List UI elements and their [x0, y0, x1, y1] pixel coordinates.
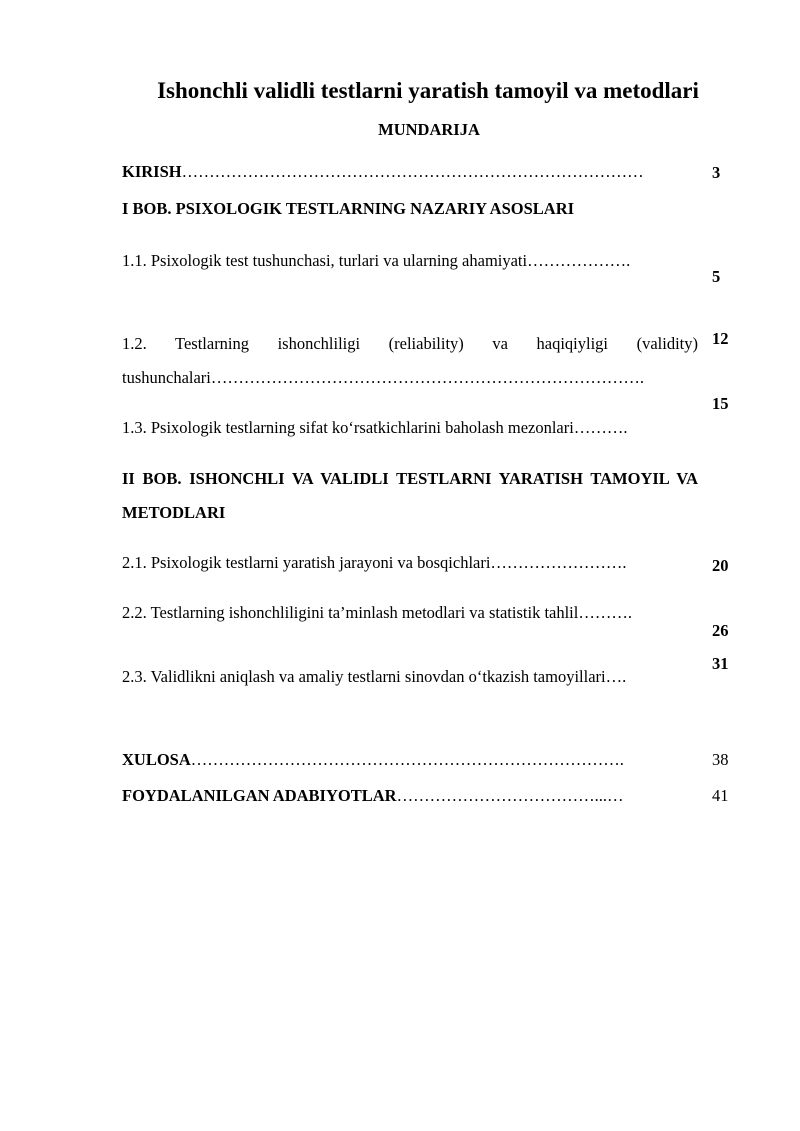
- toc-page-number: 31: [712, 654, 729, 673]
- toc-chapter-1[interactable]: I BOB. PSIXOLOGIK TESTLARNING NAZARIY ASOSLARI: [122, 199, 575, 218]
- toc-leader-dots: …………………………………………………………………….: [190, 750, 624, 769]
- toc-entry-2-1[interactable]: 2.1. Psixologik testlarni yaratish jarayoni va bosqichlari…………………….: [122, 553, 627, 572]
- toc-entry-kirish[interactable]: [122, 161, 698, 183]
- document-title: Ishonchli validli testlarni yaratish tamoyil va metodlari: [157, 78, 699, 103]
- toc-entry-label: FOYDALANILGAN ADABIYOTLAR: [122, 786, 397, 805]
- toc-leader-dots: ………………………………...…: [396, 786, 624, 805]
- toc-entry-adabiyotlar[interactable]: [122, 785, 698, 807]
- toc-page-number: 12: [712, 329, 729, 348]
- toc-page-number: 38: [712, 750, 729, 769]
- toc-page-number: 41: [712, 786, 729, 805]
- toc-chapter-2[interactable]: II BOB. ISHONCHLI VA VALIDLI TESTLARNI YARATISH TAMOYIL VA METODLARI: [122, 469, 698, 522]
- toc-entry-2-3[interactable]: 2.3. Validlikni aniqlash va amaliy testlarni sinovdan o‘tkazish tamoyillari….: [122, 667, 627, 686]
- toc-page-number: 15: [712, 394, 729, 413]
- toc-entry-xulosa[interactable]: [122, 749, 698, 771]
- toc-leader-dots: …………………………………………………………………………: [181, 162, 644, 181]
- toc-entry-1-2[interactable]: 1.2. Testlarning ishonchliligi (reliability) va haqiqiyligi (validity) tushunchalari…………………………………………………………………….: [122, 334, 698, 387]
- toc-heading: MUNDARIJA: [378, 120, 480, 139]
- toc-entry-1-1[interactable]: 1.1. Psixologik test tushunchasi, turlari va ularning ahamiyati……………….: [122, 251, 631, 270]
- toc-entry-label: KIRISH: [122, 162, 182, 181]
- toc-entry-2-2[interactable]: 2.2. Testlarning ishonchliligini ta’minlash metodlari va statistik tahlil……….: [122, 603, 632, 622]
- toc-page-number: 20: [712, 556, 729, 575]
- toc-entry-label: XULOSA: [122, 750, 191, 769]
- toc-page-number: 26: [712, 621, 729, 640]
- toc-page-number: 5: [712, 267, 721, 286]
- toc-page-number: 3: [712, 163, 721, 182]
- toc-entry-1-3[interactable]: 1.3. Psixologik testlarning sifat ko‘rsatkichlarini baholash mezonlari……….: [122, 418, 628, 437]
